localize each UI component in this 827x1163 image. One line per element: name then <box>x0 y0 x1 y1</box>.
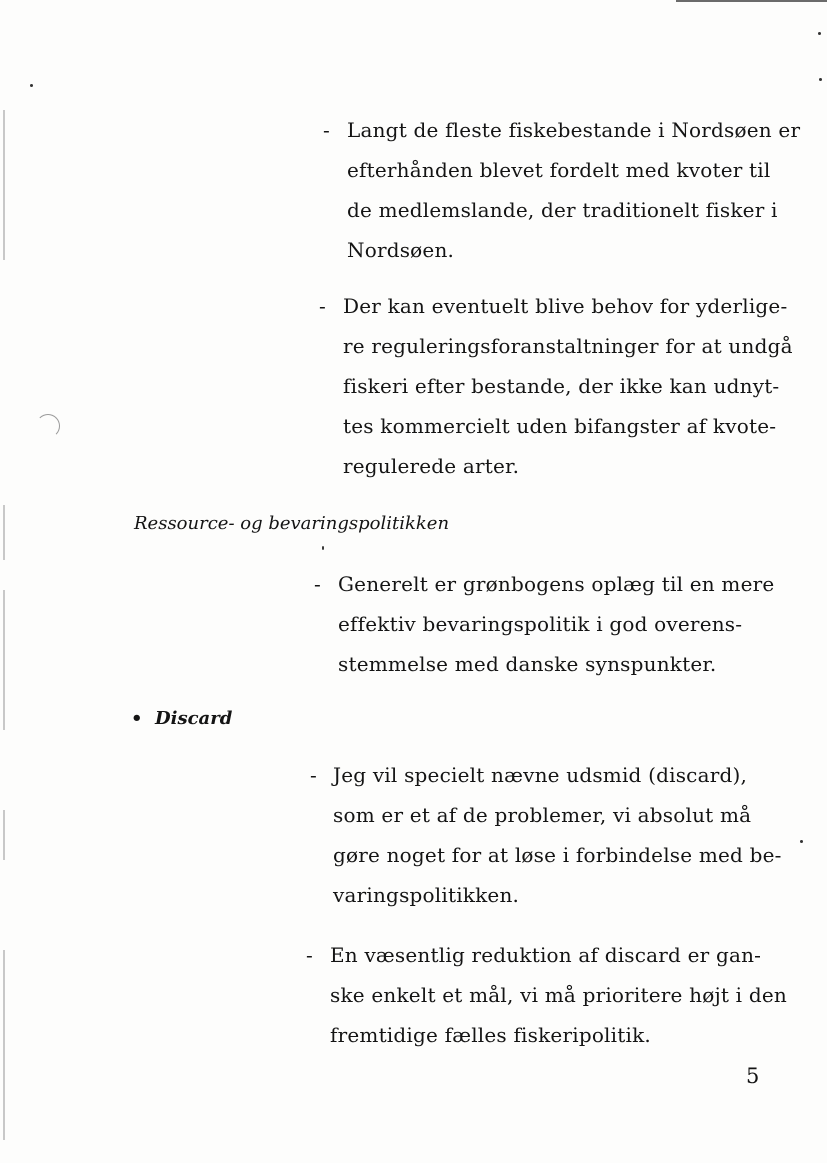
text-line: varingspolitikken. <box>333 883 520 907</box>
bullet-heading-text: Discard <box>155 708 233 729</box>
paragraph-kvoter <box>323 110 800 270</box>
scan-edge-line <box>676 0 827 2</box>
paragraph-udsmid <box>310 755 782 915</box>
page-number: 5 <box>746 1064 760 1088</box>
scan-speck <box>30 84 33 87</box>
text-line: Nordsøen. <box>347 238 455 262</box>
text-line: ske enkelt et mål, vi må prioritere højt i den <box>330 983 787 1007</box>
paragraph-reduktion <box>306 935 787 1055</box>
text-line: En væsentlig reduktion af discard er gan- <box>330 943 762 967</box>
text-line: som er et af de problemer, vi absolut må <box>333 803 752 827</box>
text-line: Der kan eventuelt blive behov for yderlige- <box>343 294 788 318</box>
scan-left-edge <box>3 810 5 860</box>
scan-speck <box>800 840 803 843</box>
scan-speck <box>819 78 822 81</box>
scan-speck <box>818 32 821 35</box>
text-line: efterhånden blevet fordelt med kvoter til <box>347 158 771 182</box>
paragraph-text <box>338 564 774 684</box>
text-line: Langt de fleste fiskebestande i Nordsøen er <box>347 118 801 142</box>
text-line: de medlemslande, der traditionelt fisker i <box>347 198 778 222</box>
scan-left-edge <box>3 950 5 1140</box>
paragraph-groenbog <box>314 564 774 684</box>
scan-speck <box>322 546 324 550</box>
dash-marker: - <box>319 294 326 318</box>
text-line: gøre noget for at løse i forbindelse med be- <box>333 843 782 867</box>
dash-marker: - <box>310 763 317 787</box>
bullet-icon: • <box>131 708 143 729</box>
punch-hole-mark <box>36 414 60 438</box>
text-line: stemmelse med danske synspunkter. <box>338 652 717 676</box>
section-heading-bevaringspolitik: Ressource- og bevaringspolitikken <box>134 513 450 534</box>
paragraph-reguleringer <box>319 286 793 486</box>
text-line: tes kommercielt uden bifangster af kvote- <box>343 414 777 438</box>
paragraph-text <box>343 286 793 486</box>
dash-marker: - <box>314 572 321 596</box>
paragraph-text <box>347 110 800 270</box>
text-line: fremtidige fælles fiskeripolitik. <box>330 1023 651 1047</box>
text-line: fiskeri efter bestande, der ikke kan udnyt- <box>343 374 780 398</box>
scan-left-edge <box>3 505 5 560</box>
scan-left-edge <box>3 110 5 260</box>
paragraph-text <box>330 935 787 1055</box>
text-line: effektiv bevaringspolitik i god overens- <box>338 612 743 636</box>
text-line: Jeg vil specielt nævne udsmid (discard), <box>333 763 748 787</box>
text-line: re reguleringsforanstaltninger for at undgå <box>343 334 793 358</box>
dash-marker: - <box>306 943 313 967</box>
scan-left-edge <box>3 590 5 730</box>
text-line: Generelt er grønbogens oplæg til en mere <box>338 572 775 596</box>
paragraph-text <box>333 755 782 915</box>
text-line: regulerede arter. <box>343 454 520 478</box>
bullet-heading-discard <box>131 703 232 735</box>
dash-marker: - <box>323 118 330 142</box>
